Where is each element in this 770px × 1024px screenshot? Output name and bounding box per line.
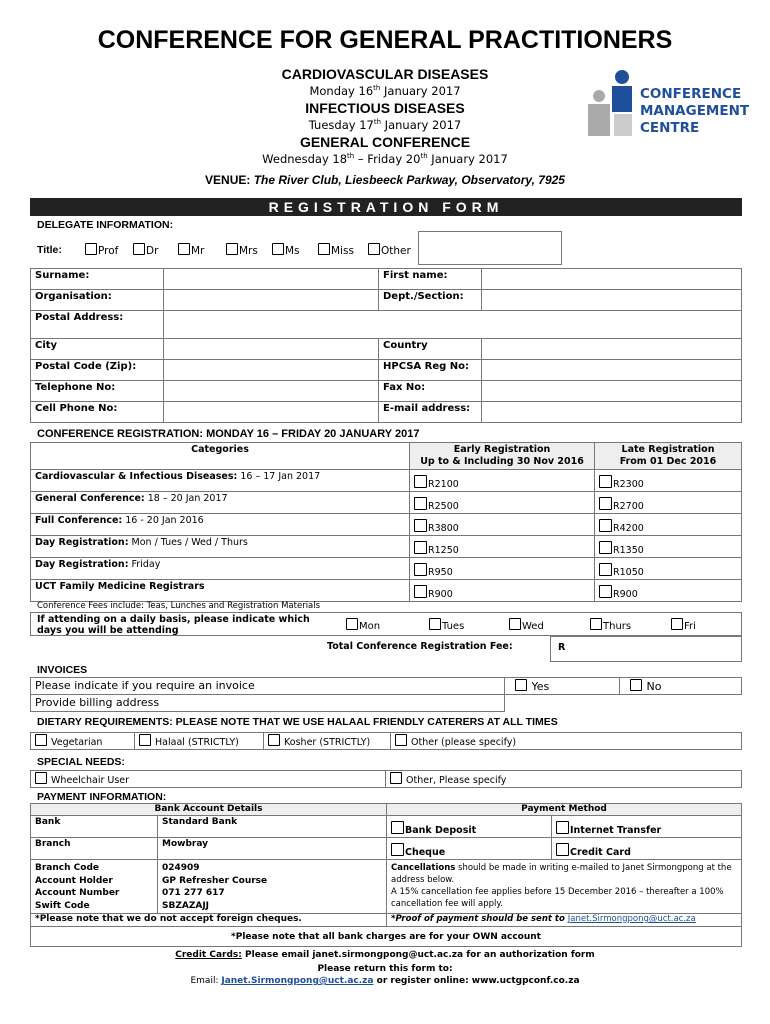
delegate-heading: DELEGATE INFORMATION:: [37, 219, 174, 231]
total-fee-label: Total Conference Registration Fee:: [327, 641, 513, 652]
event-date-infectious: Tuesday 17th January 2017: [308, 118, 462, 132]
title-other-input[interactable]: [418, 231, 562, 265]
checkbox-icon[interactable]: [414, 541, 427, 554]
cancellation-policy: Cancellations should be made in writing e-mailed to Janet Sirmongpong at the address below. A 15% cancellation fee applies before 15 December 2016 – thereafter a 100% cancellation fee will apply.: [387, 860, 742, 914]
early-fee-option[interactable]: R2100: [410, 470, 595, 492]
billing-address-label: Provide billing address: [31, 695, 505, 712]
title-option-miss[interactable]: Miss: [318, 243, 368, 257]
bank-values-block: 024909 GP Refresher Course 071 277 617 SBZAZAJJ: [158, 860, 387, 914]
venue-line: VENUE: The River Club, Liesbeeck Parkway, Observatory, 7925: [205, 173, 565, 187]
late-fee-option[interactable]: R900: [595, 580, 742, 602]
late-header: Late Registration From 01 Dec 2016: [595, 443, 742, 470]
checkbox-icon[interactable]: [515, 679, 527, 691]
late-fee-option[interactable]: R2700: [595, 492, 742, 514]
late-fee-option[interactable]: R1050: [595, 558, 742, 580]
country-label: Country: [379, 339, 482, 360]
categories-header: Categories: [31, 443, 410, 470]
conference-management-centre-logo: [586, 70, 756, 140]
invoice-yes[interactable]: Yes: [505, 678, 620, 695]
early-fee-option[interactable]: R2500: [410, 492, 595, 514]
telephone-label: Telephone No:: [31, 381, 164, 402]
invoice-table: [30, 677, 742, 712]
checkbox-icon[interactable]: [671, 618, 683, 630]
proof-email-link[interactable]: Janet.Sirmongpong@uct.ac.za: [567, 914, 696, 924]
city-label: City: [31, 339, 164, 360]
footer-email-link[interactable]: Janet.Sirmongpong@uct.ac.za: [221, 976, 374, 986]
diet-vegetarian[interactable]: Vegetarian: [31, 733, 135, 750]
title-option-mr[interactable]: Mr: [178, 243, 226, 257]
checkbox-icon[interactable]: [599, 475, 612, 488]
branch-label: Branch: [31, 838, 158, 860]
checkbox-icon[interactable]: [85, 243, 97, 255]
checkbox-icon[interactable]: [630, 679, 642, 691]
page-title: CONFERENCE FOR GENERAL PRACTITIONERS: [97, 26, 673, 54]
method-credit-card[interactable]: Credit Card: [552, 838, 742, 860]
checkbox-icon[interactable]: [346, 618, 358, 630]
checkbox-icon[interactable]: [509, 618, 521, 630]
diet-halaal[interactable]: Halaal (STRICTLY): [135, 733, 264, 750]
checkbox-icon[interactable]: [318, 243, 330, 255]
checkbox-icon[interactable]: [599, 497, 612, 510]
dietary-table: [30, 732, 742, 750]
return-form-note: Please return this form to:: [317, 964, 453, 974]
billing-address-input[interactable]: [505, 695, 742, 712]
fee-category: Day Registration: Mon / Tues / Wed / Thurs: [31, 536, 410, 558]
invoice-no[interactable]: No: [620, 678, 742, 695]
bank-charges-note: *Please note that all bank charges are for your OWN account: [31, 927, 742, 947]
checkbox-icon[interactable]: [178, 243, 190, 255]
title-option-dr[interactable]: Dr: [133, 243, 178, 257]
fees-table: [30, 442, 742, 602]
checkbox-icon[interactable]: [414, 475, 427, 488]
early-fee-option[interactable]: R900: [410, 580, 595, 602]
early-fee-option[interactable]: R3800: [410, 514, 595, 536]
city-input[interactable]: [164, 339, 379, 360]
contact-line: Email: Janet.Sirmongpong@uct.ac.za or register online: www.uctgpconf.co.za: [190, 976, 580, 986]
diet-other[interactable]: Other (please specify): [391, 733, 742, 750]
special-needs-heading: SPECIAL NEEDS:: [37, 756, 125, 768]
checkbox-icon[interactable]: [139, 734, 151, 746]
day-tues[interactable]: Tues: [429, 618, 464, 632]
early-fee-option[interactable]: R950: [410, 558, 595, 580]
cell-input[interactable]: [164, 402, 379, 423]
first-name-label: First name:: [379, 269, 482, 290]
email-label: E-mail address:: [379, 402, 482, 423]
logo-line-1: CONFERENCE: [640, 86, 742, 102]
method-cheque[interactable]: Cheque: [387, 838, 552, 860]
dept-input[interactable]: [482, 290, 742, 311]
payment-method-header: Payment Method: [387, 804, 742, 816]
postal-address-label: Postal Address:: [31, 311, 164, 339]
daily-note: If attending on a daily basis, please indicate which days you will be attending: [37, 614, 310, 636]
daily-attendance-row: [30, 612, 742, 636]
checkbox-icon[interactable]: [414, 519, 427, 532]
first-name-input[interactable]: [482, 269, 742, 290]
hpcsa-input[interactable]: [482, 360, 742, 381]
title-option-mrs[interactable]: Mrs: [226, 243, 272, 257]
surname-label: Surname:: [31, 269, 164, 290]
fee-category: Full Conference: 16 - 20 Jan 2016: [31, 514, 410, 536]
invoice-question: Please indicate if you require an invoice: [31, 678, 505, 695]
cell-label: Cell Phone No:: [31, 402, 164, 423]
event-name-general: GENERAL CONFERENCE: [299, 134, 471, 150]
surname-input[interactable]: [164, 269, 379, 290]
delegate-table: [30, 268, 742, 423]
checkbox-icon[interactable]: [414, 497, 427, 510]
fax-input[interactable]: [482, 381, 742, 402]
checkbox-icon[interactable]: [133, 243, 145, 255]
day-fri[interactable]: Fri: [671, 618, 696, 632]
organisation-label: Organisation:: [31, 290, 164, 311]
checkbox-icon[interactable]: [414, 563, 427, 576]
registration-form-bar: REGISTRATION FORM: [30, 198, 742, 216]
day-wed[interactable]: Wed: [509, 618, 544, 632]
checkbox-icon[interactable]: [35, 772, 47, 784]
fee-category: Cardiovascular & Infectious Diseases: 16 – 17 Jan 2017: [31, 470, 410, 492]
logo-line-2: MANAGEMENT: [640, 103, 750, 119]
checkbox-icon[interactable]: [391, 821, 404, 834]
diet-kosher[interactable]: Kosher (STRICTLY): [264, 733, 391, 750]
telephone-input[interactable]: [164, 381, 379, 402]
payment-heading: PAYMENT INFORMATION:: [37, 791, 167, 803]
day-mon[interactable]: Mon: [346, 618, 380, 632]
title-option-other[interactable]: Other: [368, 243, 416, 257]
bank-details-header: Bank Account Details: [31, 804, 387, 816]
logo-line-3: CENTRE: [640, 120, 700, 136]
checkbox-icon[interactable]: [395, 734, 407, 746]
postal-code-input[interactable]: [164, 360, 379, 381]
late-fee-option[interactable]: R2300: [595, 470, 742, 492]
early-fee-option[interactable]: R1250: [410, 536, 595, 558]
event-name-cardiovascular: CARDIOVASCULAR DISEASES: [281, 66, 489, 82]
country-input[interactable]: [482, 339, 742, 360]
method-bank-deposit[interactable]: Bank Deposit: [387, 816, 552, 838]
branch-value: Mowbray: [158, 838, 387, 860]
checkbox-icon[interactable]: [272, 243, 284, 255]
checkbox-icon[interactable]: [590, 618, 602, 630]
day-thurs[interactable]: Thurs: [590, 618, 631, 632]
hpcsa-label: HPCSA Reg No:: [379, 360, 482, 381]
no-foreign-cheques: *Please note that we do not accept foreign cheques.: [31, 914, 387, 927]
early-header: Early Registration Up to & Including 30 Nov 2016: [410, 443, 595, 470]
event-date-cardiovascular: Monday 16th January 2017: [309, 84, 461, 98]
bank-labels-block: Branch Code Account Holder Account Number Swift Code: [31, 860, 158, 914]
fee-category: UCT Family Medicine Registrars: [31, 580, 410, 602]
total-fee-input[interactable]: R: [550, 636, 742, 662]
checkbox-icon[interactable]: [599, 519, 612, 532]
title-label: Title:: [37, 244, 62, 256]
late-fee-option[interactable]: R1350: [595, 536, 742, 558]
special-wheelchair[interactable]: Wheelchair User: [31, 771, 386, 788]
bank-value: Standard Bank: [158, 816, 387, 838]
logo-figures-icon: [586, 70, 638, 138]
credit-card-note: Credit Cards: Please email janet.sirmongpong@uct.ac.za for an authorization form: [175, 950, 595, 960]
checkbox-icon[interactable]: [556, 821, 569, 834]
payment-table: [30, 803, 742, 947]
checkbox-icon[interactable]: [414, 585, 427, 598]
checkbox-icon[interactable]: [368, 243, 380, 255]
title-option-ms[interactable]: Ms: [272, 243, 318, 257]
checkbox-icon[interactable]: [599, 563, 612, 576]
event-date-general: Wednesday 18th – Friday 20th January 2017: [262, 152, 508, 166]
special-other[interactable]: Other, Please specify: [386, 771, 742, 788]
checkbox-icon[interactable]: [35, 734, 47, 746]
checkbox-icon[interactable]: [556, 843, 569, 856]
checkbox-icon[interactable]: [226, 243, 238, 255]
fee-category: General Conference: 18 – 20 Jan 2017: [31, 492, 410, 514]
method-internet-transfer[interactable]: Internet Transfer: [552, 816, 742, 838]
title-options: [85, 243, 416, 257]
checkbox-icon[interactable]: [599, 541, 612, 554]
dept-label: Dept./Section:: [379, 290, 482, 311]
title-option-prof[interactable]: Prof: [85, 243, 133, 257]
postal-code-label: Postal Code (Zip):: [31, 360, 164, 381]
proof-of-payment: *Proof of payment should be sent to Janet.Sirmongpong@uct.ac.za: [387, 914, 742, 927]
bank-label: Bank: [31, 816, 158, 838]
special-needs-table: [30, 770, 742, 788]
checkbox-icon[interactable]: [391, 843, 404, 856]
invoices-heading: INVOICES: [37, 664, 88, 676]
checkbox-icon[interactable]: [429, 618, 441, 630]
event-name-infectious: INFECTIOUS DISEASES: [305, 100, 465, 116]
fax-label: Fax No:: [379, 381, 482, 402]
checkbox-icon[interactable]: [390, 772, 402, 784]
fee-category: Day Registration: Friday: [31, 558, 410, 580]
email-input[interactable]: [482, 402, 742, 423]
checkbox-icon[interactable]: [599, 585, 612, 598]
fees-include-note: Conference Fees include: Teas, Lunches and Registration Materials: [37, 601, 321, 611]
conference-heading: CONFERENCE REGISTRATION: MONDAY 16 – FRIDAY 20 JANUARY 2017: [37, 428, 420, 440]
late-fee-option[interactable]: R4200: [595, 514, 742, 536]
organisation-input[interactable]: [164, 290, 379, 311]
dietary-heading: DIETARY REQUIREMENTS: PLEASE NOTE THAT WE USE HALAAL FRIENDLY CATERERS AT ALL TIMES: [37, 716, 558, 728]
postal-address-input[interactable]: [164, 311, 742, 339]
checkbox-icon[interactable]: [268, 734, 280, 746]
